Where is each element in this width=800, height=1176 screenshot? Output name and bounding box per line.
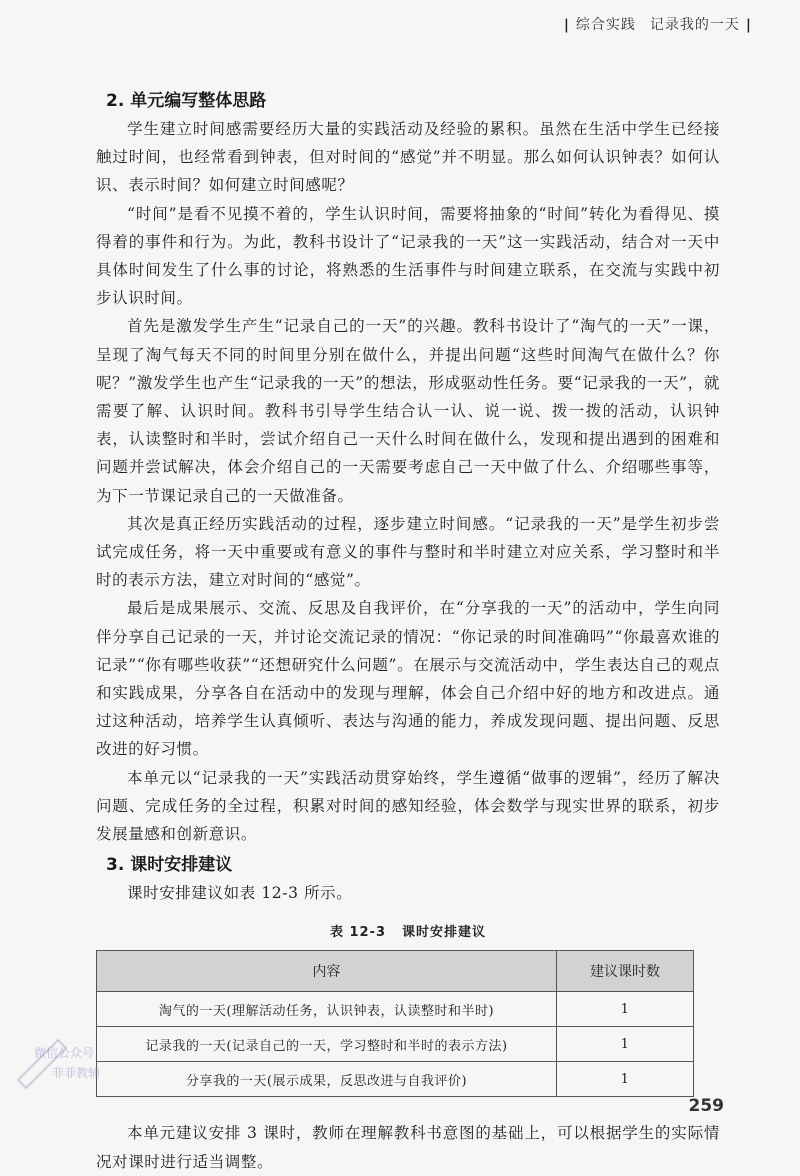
section-2-body (96, 115, 720, 848)
table-row (97, 992, 694, 1027)
paragraph: 学生建立时间感需要经历大量的实践活动及经验的累积。虽然在生活中学生已经接触过时间，也经常看到钟表，但对时间的“感觉”并不明显。那么如何认识钟表？如何认识、表示时间？如何建立时间感呢？ (96, 120, 720, 195)
table-row (97, 1027, 694, 1062)
row-hours: 1 (557, 1027, 694, 1062)
section-2-heading: 2. 单元编写整体思路 (106, 91, 267, 111)
paragraph: 最后是成果展示、交流、反思及自我评价，在“分享我的一天”的活动中，学生向同伴分享自己记录的一天，并讨论交流记录的情况：“你记录的时间准确吗”“你最喜欢谁的记录”“你有哪些收获”“还想研究什么问题”。在展示与交流活动中，学生表达自己的观点和实践成果，分享各自在活动中的发现与理解，体会自己介绍中好的地方和改进点。通过这种活动，培养学生认真倾听、表达与沟通的能力，养成发现问题、提出问题、反思改进的好习惯。 (96, 599, 720, 759)
table-header-row (97, 951, 694, 992)
row-hours: 1 (557, 992, 694, 1027)
table-number: 表 12-3 (329, 925, 387, 941)
watermark (8, 1030, 138, 1090)
header-divider: | (563, 17, 570, 33)
page-content (96, 86, 720, 1176)
watermark-line-2: 菲菲教辅 (52, 1066, 101, 1080)
header-section: 综合实践 (575, 17, 636, 33)
schedule-table (96, 950, 694, 1097)
header-content: 内容 (97, 951, 557, 992)
paragraph: 其次是真正经历实践活动的过程，逐步建立时间感。“记录我的一天”是学生初步尝试完成任务，将一天中重要或有意义的事件与整时和半时建立对应关系，学习整时和半时的表示方法，建立对时间的“感觉”。 (96, 514, 720, 590)
table-intro: 课时安排建议如表 12-3 所示。 (127, 884, 353, 903)
row-hours: 1 (557, 1062, 694, 1097)
page-number: 259 (688, 1096, 724, 1116)
paragraph: 本单元以“记录我的一天”实践活动贯穿始终，学生遵循“做事的逻辑”，经历了解决问题、完成任务的全过程，积累对时间的感知经验，体会数学与现实世界的联系，初步发展量感和创新意识。 (96, 768, 720, 844)
section-3-heading: 3. 课时安排建议 (106, 855, 233, 876)
closing-paragraph: 本单元建议安排 3 课时，教师在理解教科书意图的基础上，可以根据学生的实际情况对课时进行适当调整。 (96, 1124, 720, 1171)
table-row (97, 1062, 694, 1097)
row-content: 淘气的一天(理解活动任务，认识钟表，认读整时和半时) (97, 992, 557, 1027)
header-title: 记录我的一天 (649, 17, 740, 33)
header-divider: | (745, 17, 752, 33)
paragraph: “时间”是看不见摸不着的，学生认识时间，需要将抽象的“时间”转化为看得见、摸得着的事件和行为。为此，教科书设计了“记录我的一天”这一实践活动，结合对一天中具体时间发生了什么事的讨论，将熟悉的生活事件与时间建立联系，在交流与实践中初步认识时间。 (96, 204, 720, 308)
watermark-line-1: 微信公众号 (34, 1046, 95, 1060)
table-title: 课时安排建议 (402, 925, 487, 941)
header-hours: 建议课时数 (557, 951, 694, 992)
paragraph: 首先是激发学生产生“记录自己的一天”的兴趣。教科书设计了“淘气的一天”一课，呈现了淘气每天不同的时间里分别在做什么，并提出问题“这些时间淘气在做什么？你呢？”激发学生也产生“记录我的一天”的想法，形成驱动性任务。要“记录我的一天”，就需要了解、认识时间。教科书引导学生结合认一认、说一说、拨一拨的活动，认识钟表，认读整时和半时，尝试介绍自己一天什么时间在做什么，发现和提出遇到的困难和问题并尝试解决，体会介绍自己的一天需要考虑自己一天中做了什么、介绍哪些事等，为下一节课记录自己的一天做准备。 (96, 317, 720, 505)
row-content: 记录我的一天(记录自己的一天，学习整时和半时的表示方法) (97, 1027, 557, 1062)
table-caption (96, 921, 720, 940)
row-content: 分享我的一天(展示成果，反思改进与自我评价) (97, 1062, 557, 1097)
running-header (558, 14, 758, 34)
